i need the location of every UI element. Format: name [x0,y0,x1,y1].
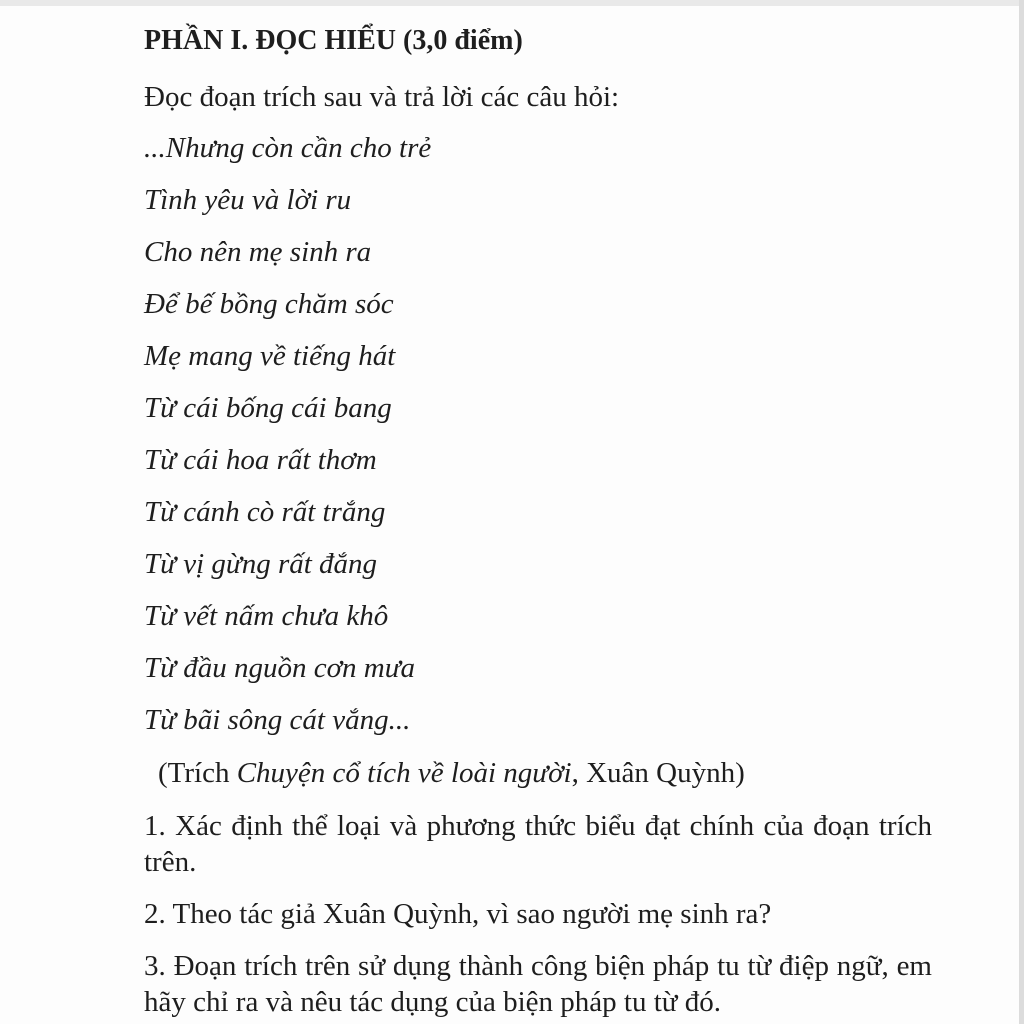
source-work-title: Chuyện cổ tích về loài người [236,757,572,789]
poem-line: Từ vết nấm chưa khô [144,600,389,632]
poem-line: Để bế bồng chăm sóc [144,288,394,320]
question-3: 3. Đoạn trích trên sử dụng thành công biện pháp tu từ điệp ngữ, em hãy chỉ ra và nêu tác dụng của biện pháp tu từ đó. [144,950,932,1018]
question-1: 1. Xác định thể loại và phương thức biểu đạt chính của đoạn trích trên. [144,810,932,878]
poem-line: Từ cánh cò rất trắng [144,496,386,528]
source-citation [158,756,745,790]
poem-line: Từ cái hoa rất thơm [144,444,377,476]
section-heading: PHẦN I. ĐỌC HIỂU (3,0 điểm) [144,25,523,56]
poem-line: Từ đầu nguồn cơn mưa [144,652,416,684]
source-suffix: , Xuân Quỳnh) [571,757,745,789]
top-border [0,0,1024,6]
poem-line: Từ bãi sông cát vắng... [144,704,411,736]
poem-line: ...Nhưng còn cần cho trẻ [144,132,432,164]
poem-line: Từ vị gừng rất đắng [144,548,378,580]
poem-line: Cho nên mẹ sinh ra [144,236,372,268]
question-2: 2. Theo tác giả Xuân Quỳnh, vì sao người mẹ sinh ra? [144,898,772,930]
poem-line: Từ cái bống cái bang [144,392,392,424]
poem-line: Tình yêu và lời ru [144,184,352,216]
right-border [1019,0,1024,1024]
poem-line: Mẹ mang về tiếng hát [144,340,396,372]
instruction-text: Đọc đoạn trích sau và trả lời các câu hỏi: [144,81,620,113]
source-prefix: (Trích [158,757,237,789]
